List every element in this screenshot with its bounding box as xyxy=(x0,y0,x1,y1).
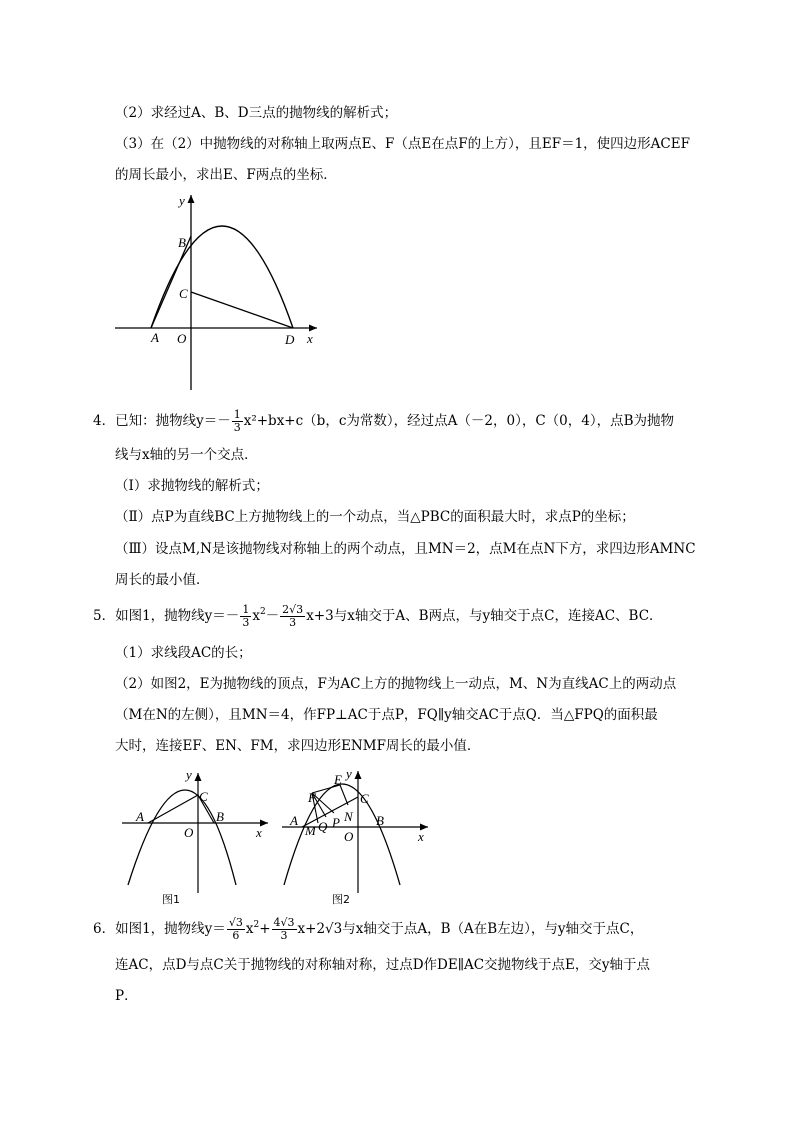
p4-q3-line1: （Ⅲ）设点M,N是该抛物线对称轴上的两个动点，且MN＝2，点M在点N下方，求四边形AMNC xyxy=(115,541,696,557)
p5-q1: （1）求线段AC的长； xyxy=(115,645,252,661)
p5-intro: 5．如图1，抛物线y＝－ $\frac{1}{3}$ $x^2-$ $\frac{2√3}{3}$ x+3与x轴交于A、B两点，与y轴交于点C，连接AC、BC． xyxy=(93,603,663,629)
p5f2-label-x: x xyxy=(418,829,424,844)
p4-intro-line2: 线与x轴的另一个交点． xyxy=(115,447,258,463)
p6-line3: P． xyxy=(115,988,138,1004)
p5f2-label-c: C xyxy=(360,791,369,806)
p4-q2: （Ⅱ）点P为直线BC上方抛物线上的一个动点，当△PBC的面积最大时，求点P的坐标； xyxy=(115,509,635,525)
p3-parabola xyxy=(151,226,293,328)
p6-fraction-2 xyxy=(272,917,297,942)
p3-label-o: O xyxy=(177,331,187,346)
p5f1-label-b: B xyxy=(216,809,224,824)
p5f1-y-arrow-icon xyxy=(195,773,202,781)
p5f1-label-c: C xyxy=(199,789,208,804)
p5f2-y-arrow-icon xyxy=(355,771,362,779)
p5-figure-1 xyxy=(118,765,278,910)
p6-x2: x xyxy=(245,921,254,937)
p5f2-segment-en xyxy=(340,785,348,805)
p3-label-d: D xyxy=(285,332,295,347)
p5f2-label-q: Q xyxy=(318,819,328,834)
p3-label-a: A xyxy=(151,330,159,345)
p5-intro-b: x+3与x轴交于A、B两点，与y轴交于点C，连接AC、BC． xyxy=(306,608,663,624)
p4-frac-num: 1 xyxy=(233,408,241,421)
p4-intro-b: x²+bx+c（b，c为常数），经过点A（－2，0），C（0，4），点B为抛物 xyxy=(243,413,674,429)
p5f1-label-y: y xyxy=(186,767,192,782)
p4-frac-den: 3 xyxy=(233,421,241,434)
p5f2-label-p: P xyxy=(332,815,340,830)
p5f1-label-x: x xyxy=(256,825,262,840)
p5-mid: x xyxy=(252,608,260,624)
p5-q2-line3: 大时，连接EF、EN、FM，求四边形ENMF周长的最小值． xyxy=(115,738,481,754)
p5-fig1-caption: 图1 xyxy=(162,893,180,906)
p3-label-c: C xyxy=(179,286,188,301)
p3-y-arrow-icon xyxy=(188,195,195,203)
p5f2-label-o: O xyxy=(344,829,354,844)
p3-figure xyxy=(105,185,335,395)
p5-q2-line2: （M在N的左侧），且MN＝4，作FP⊥AC于点P，FQ∥y轴交AC于点Q．当△FPQ的面积最 xyxy=(115,707,658,723)
p5-fraction-1 xyxy=(240,604,251,629)
p5-fig2-caption: 图2 xyxy=(332,893,350,906)
p5f2-label-e: E xyxy=(334,772,342,787)
p3-label-b: B xyxy=(178,235,186,250)
p3-q3-line1: （3）在（2）中抛物线的对称轴上取两点E、F（点E在点F的上方），且EF＝1，使四边形ACEF xyxy=(115,136,690,152)
p6-f2-num: 4√3 xyxy=(273,916,295,929)
p5f2-label-a: A xyxy=(290,813,298,828)
p5f2-label-n: N xyxy=(344,809,353,824)
p6-f1-num: √3 xyxy=(228,916,243,929)
p4-intro-a: 4．已知：抛物线y＝－ xyxy=(93,413,231,429)
p4-fraction xyxy=(232,409,243,434)
p6-intro: 6．如图1，抛物线y＝ $\frac{√3}{6}$ $x^2+$ $\frac{4√3}{3}$ x+2√3与x轴交于点A，B（A在B左边），与y轴交于点C， xyxy=(93,916,644,942)
p5-figure-2 xyxy=(278,765,438,910)
p6-fraction-1 xyxy=(227,917,245,942)
p6-line2: 连AC，点D与点C关于抛物线的对称轴对称，过点D作DE∥AC交抛物线于点E，交y轴于点 xyxy=(115,957,651,973)
p5f1-segment-ac xyxy=(148,795,198,823)
p3-segment-cd xyxy=(191,292,293,328)
p5-q2-line1: （2）如图2，E为抛物线的顶点，F为AC上方的抛物线上一动点，M、N为直线AC上的两动点 xyxy=(115,676,677,692)
p5f2-label-b: B xyxy=(376,813,384,828)
p6-intro-a: 6．如图1，抛物线y＝ xyxy=(93,921,226,937)
p4-q1: （Ⅰ）求抛物线的解析式； xyxy=(115,478,269,494)
p6-f1-den: 6 xyxy=(232,929,240,942)
p6-intro-b: x+2√3与x轴交于点A，B（A在B左边），与y轴交于点C， xyxy=(297,921,644,937)
p5-f2-num: 2√3 xyxy=(282,603,304,616)
p5-f1-num: 1 xyxy=(242,603,250,616)
p3-label-y: y xyxy=(179,193,185,208)
p5-fraction-2 xyxy=(280,604,305,629)
p5-intro-a: 5．如图1，抛物线y＝－ xyxy=(93,608,240,624)
p5-f2-den: 3 xyxy=(289,616,297,629)
p5f2-label-y: y xyxy=(346,766,352,781)
p5f2-label-m: M xyxy=(305,823,316,838)
p6-f2-den: 3 xyxy=(280,929,288,942)
p5-f1-den: 3 xyxy=(242,616,250,629)
p5f1-label-a: A xyxy=(136,809,144,824)
p4-intro xyxy=(93,403,674,439)
p3-q2: （2）求经过A、B、D三点的抛物线的解析式； xyxy=(115,105,398,121)
p5f2-parabola xyxy=(284,784,400,885)
p3-label-x: x xyxy=(307,331,313,346)
p5f1-label-o: O xyxy=(184,825,194,840)
p3-q3-line2: 的周长最小，求出E、F两点的坐标． xyxy=(115,167,337,183)
p5f2-label-f: F xyxy=(308,790,316,805)
p4-q3-line2: 周长的最小值． xyxy=(115,572,210,588)
